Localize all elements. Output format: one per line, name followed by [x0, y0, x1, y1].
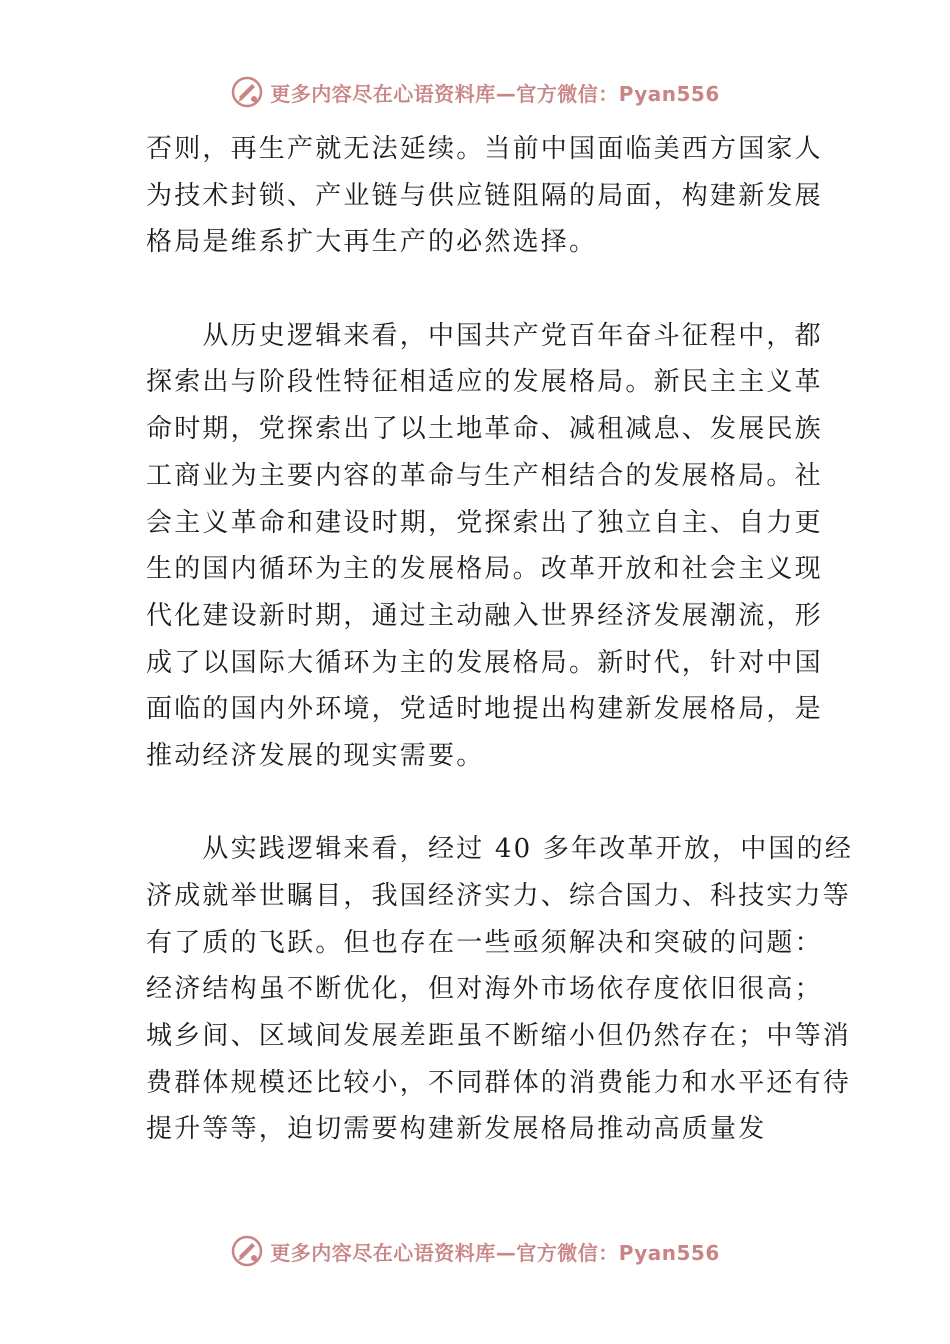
watermark-footer [0, 1231, 950, 1271]
scroll-logo-icon [230, 75, 264, 109]
watermark-text: 更多内容尽在心语资料库—官方微信：Pyan556 [270, 81, 720, 106]
text-line: 为技术封锁、产业链与供应链阻隔的局面，构建新发展 [146, 180, 823, 211]
watermark-text: 更多内容尽在心语资料库—官方微信：Pyan556 [270, 1240, 720, 1265]
text-line: 否则，再生产就无法延续。当前中国面临美西方国家人 [146, 134, 823, 164]
text-line: 城乡间、区域间发展差距虽不断缩小但仍然存在；中等消 [146, 1021, 852, 1052]
text-line: 格局是维系扩大再生产的必然选择。 [146, 227, 598, 258]
text-line: 济成就举世瞩目，我国经济实力、综合国力、科技实力等 [146, 881, 852, 911]
text-line: 会主义革命和建设时期，党探索出了独立自主、自力更 [146, 507, 823, 538]
text-line: 费群体规模还比较小，不同群体的消费能力和水平还有待 [146, 1067, 852, 1098]
paragraph [146, 313, 826, 780]
paragraph-gap [146, 266, 826, 313]
text-line: 经济结构虽不断优化，但对海外市场依存度依旧很高； [146, 974, 823, 1005]
scroll-logo-icon [230, 1234, 264, 1268]
text-line: 推动经济发展的现实需要。 [146, 740, 485, 771]
text-line: 代化建设新时期，通过主动融入世界经济发展潮流，形 [146, 600, 823, 631]
watermark-header [0, 72, 950, 112]
text-line: 命时期，党探索出了以土地革命、减租减息、发展民族 [146, 414, 823, 445]
text-line: 生的国内循环为主的发展格局。改革开放和社会主义现 [146, 554, 823, 585]
text-line: 面临的国内外环境，党适时地提出构建新发展格局，是 [146, 694, 823, 725]
text-line: 从实践逻辑来看，经过 40 多年改革开放，中国的经 [146, 834, 854, 865]
paragraph [146, 126, 826, 266]
text-line: 提升等等，迫切需要构建新发展格局推动高质量发 [146, 1114, 767, 1145]
paragraph [146, 826, 854, 1153]
paragraph-gap [146, 780, 826, 827]
document-body [146, 126, 854, 1153]
text-line: 探索出与阶段性特征相适应的发展格局。新民主主义革 [146, 367, 823, 398]
text-line: 工商业为主要内容的革命与生产相结合的发展格局。社 [146, 460, 823, 491]
text-line: 有了质的飞跃。但也存在一些亟须解决和突破的问题： [146, 927, 823, 958]
text-line: 成了以国际大循环为主的发展格局。新时代，针对中国 [146, 647, 823, 678]
text-line: 从历史逻辑来看，中国共产党百年奋斗征程中，都 [146, 320, 823, 351]
